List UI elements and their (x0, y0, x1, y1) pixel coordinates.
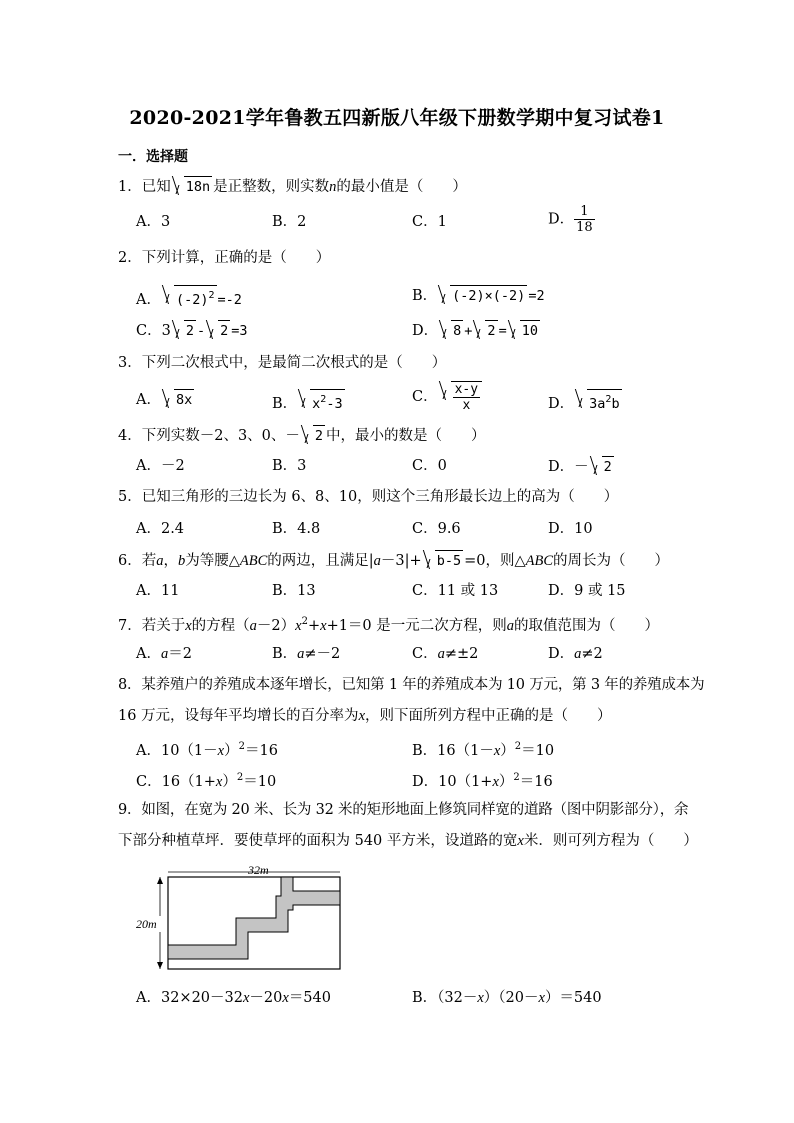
question-2: 2．下列计算，正确的是（ ） (118, 250, 331, 266)
question-6: 6．若a，b为等腰△ABC的两边，且满足|a－3|+ b-5 =0，则△ABC的周长为（ ） (118, 550, 669, 571)
q6-option-a: A．11 (136, 583, 180, 599)
q6-option-d: D．9 或 15 (548, 583, 626, 599)
q2-option-c: C．3 2 - 2 =3 (136, 320, 248, 341)
width-label: 32m (248, 863, 269, 877)
q3-option-b: B． $x^2-3$ (272, 389, 346, 414)
q3-option-a: A． 8x (136, 389, 195, 410)
q7-option-d: D．a≠2 (548, 646, 603, 662)
q5-option-a: A．2.4 (136, 521, 185, 537)
q4-option-c: C．0 (412, 458, 447, 474)
q4-option-b: B．3 (272, 458, 307, 474)
question-1: 1．已知 18n 是正整数，则实数n的最小值是（ ） (118, 176, 467, 197)
q1-option-d: D． $\frac{1}{18}$ (548, 204, 593, 235)
q1-option-a: A．3 (136, 214, 171, 230)
question-7: 7．若关于x的方程$(a-2)x^2+x+1=0$ 是一元二次方程，则a的取值范围为（ ） (118, 616, 660, 634)
road-diagram (135, 862, 350, 977)
question-8-line-1: 8．某养殖户的养殖成本逐年增长，已知第 1 年的养殖成本为 10 万元，第 3 年的养殖成本为 (118, 677, 705, 693)
q2-option-d: D． 8 + 2 = 10 (412, 320, 541, 341)
q8-option-c: C．$16(1+x)^2=10$ (136, 772, 277, 790)
q7-option-a: A．a＝2 (136, 646, 192, 662)
q8-option-b: B．$16(1-x)^2=10$ (412, 741, 555, 759)
q6-option-c: C．11 或 13 (412, 583, 499, 599)
section-heading: 一．选择题 (118, 149, 188, 165)
q5-option-c: C．9.6 (412, 521, 461, 537)
question-4: 4．下列实数－2、3、0、－ 2 中，最小的数是（ ） (118, 425, 486, 446)
arrow-down-icon (157, 962, 163, 969)
q9-option-a: A．32×20－32x－20x＝540 (136, 990, 331, 1006)
exam-title: 2020-2021学年鲁教五四新版八年级下册数学期中复习试卷1 (129, 107, 665, 129)
height-label: 20m (136, 917, 157, 931)
q4-option-a: A．－2 (136, 458, 185, 474)
question-3: 3．下列二次根式中，是最简二次根式的是（ ） (118, 355, 447, 371)
arrow-up-icon (157, 877, 163, 884)
q2-option-b: B． (-2)×(-2) =2 (412, 285, 545, 306)
question-8-line-2: 16 万元，设每年平均增长的百分率为x，则下面所列方程中正确的是（ ） (118, 708, 612, 724)
question-9-line-1: 9．如图，在宽为 20 米、长为 32 米的矩形地面上修筑同样宽的道路（图中阴影部分），余 (118, 802, 689, 818)
question-5: 5．已知三角形的三边长为 6、8、10，则这个三角形最长边上的高为（ ） (118, 489, 619, 505)
fraction: $\frac{1}{18}$ (576, 204, 593, 235)
q3-option-c: C． $\frac{x-y}{x}$ (412, 381, 483, 413)
q7-option-b: B．a≠－2 (272, 646, 341, 662)
q7-option-c: C．a≠±2 (412, 646, 479, 662)
q6-option-b: B．13 (272, 583, 316, 599)
q2-option-a: A． $(-2)^2 =-2$ (136, 285, 242, 310)
sqrt-symbol: 18n (172, 176, 212, 197)
q8-option-a: A．$10(1-x)^2=16$ (136, 741, 278, 759)
q4-option-d: D．－ 2 (548, 456, 615, 477)
q5-option-d: D．10 (548, 521, 593, 537)
q5-option-b: B．4.8 (272, 521, 321, 537)
q9-option-b: B．（32－x）（20－x）＝540 (412, 990, 602, 1006)
q1-option-c: C．1 (412, 214, 447, 230)
q1-option-b: B．2 (272, 214, 307, 230)
q8-option-d: D．$10(1+x)^2=16$ (412, 772, 553, 790)
question-9-line-2: 下部分种植草坪．要使草坪的面积为 540 平方米，设道路的宽x米．则可列方程为（ ） (118, 833, 698, 849)
q3-option-d: D． $3a^2b$ (548, 389, 623, 414)
